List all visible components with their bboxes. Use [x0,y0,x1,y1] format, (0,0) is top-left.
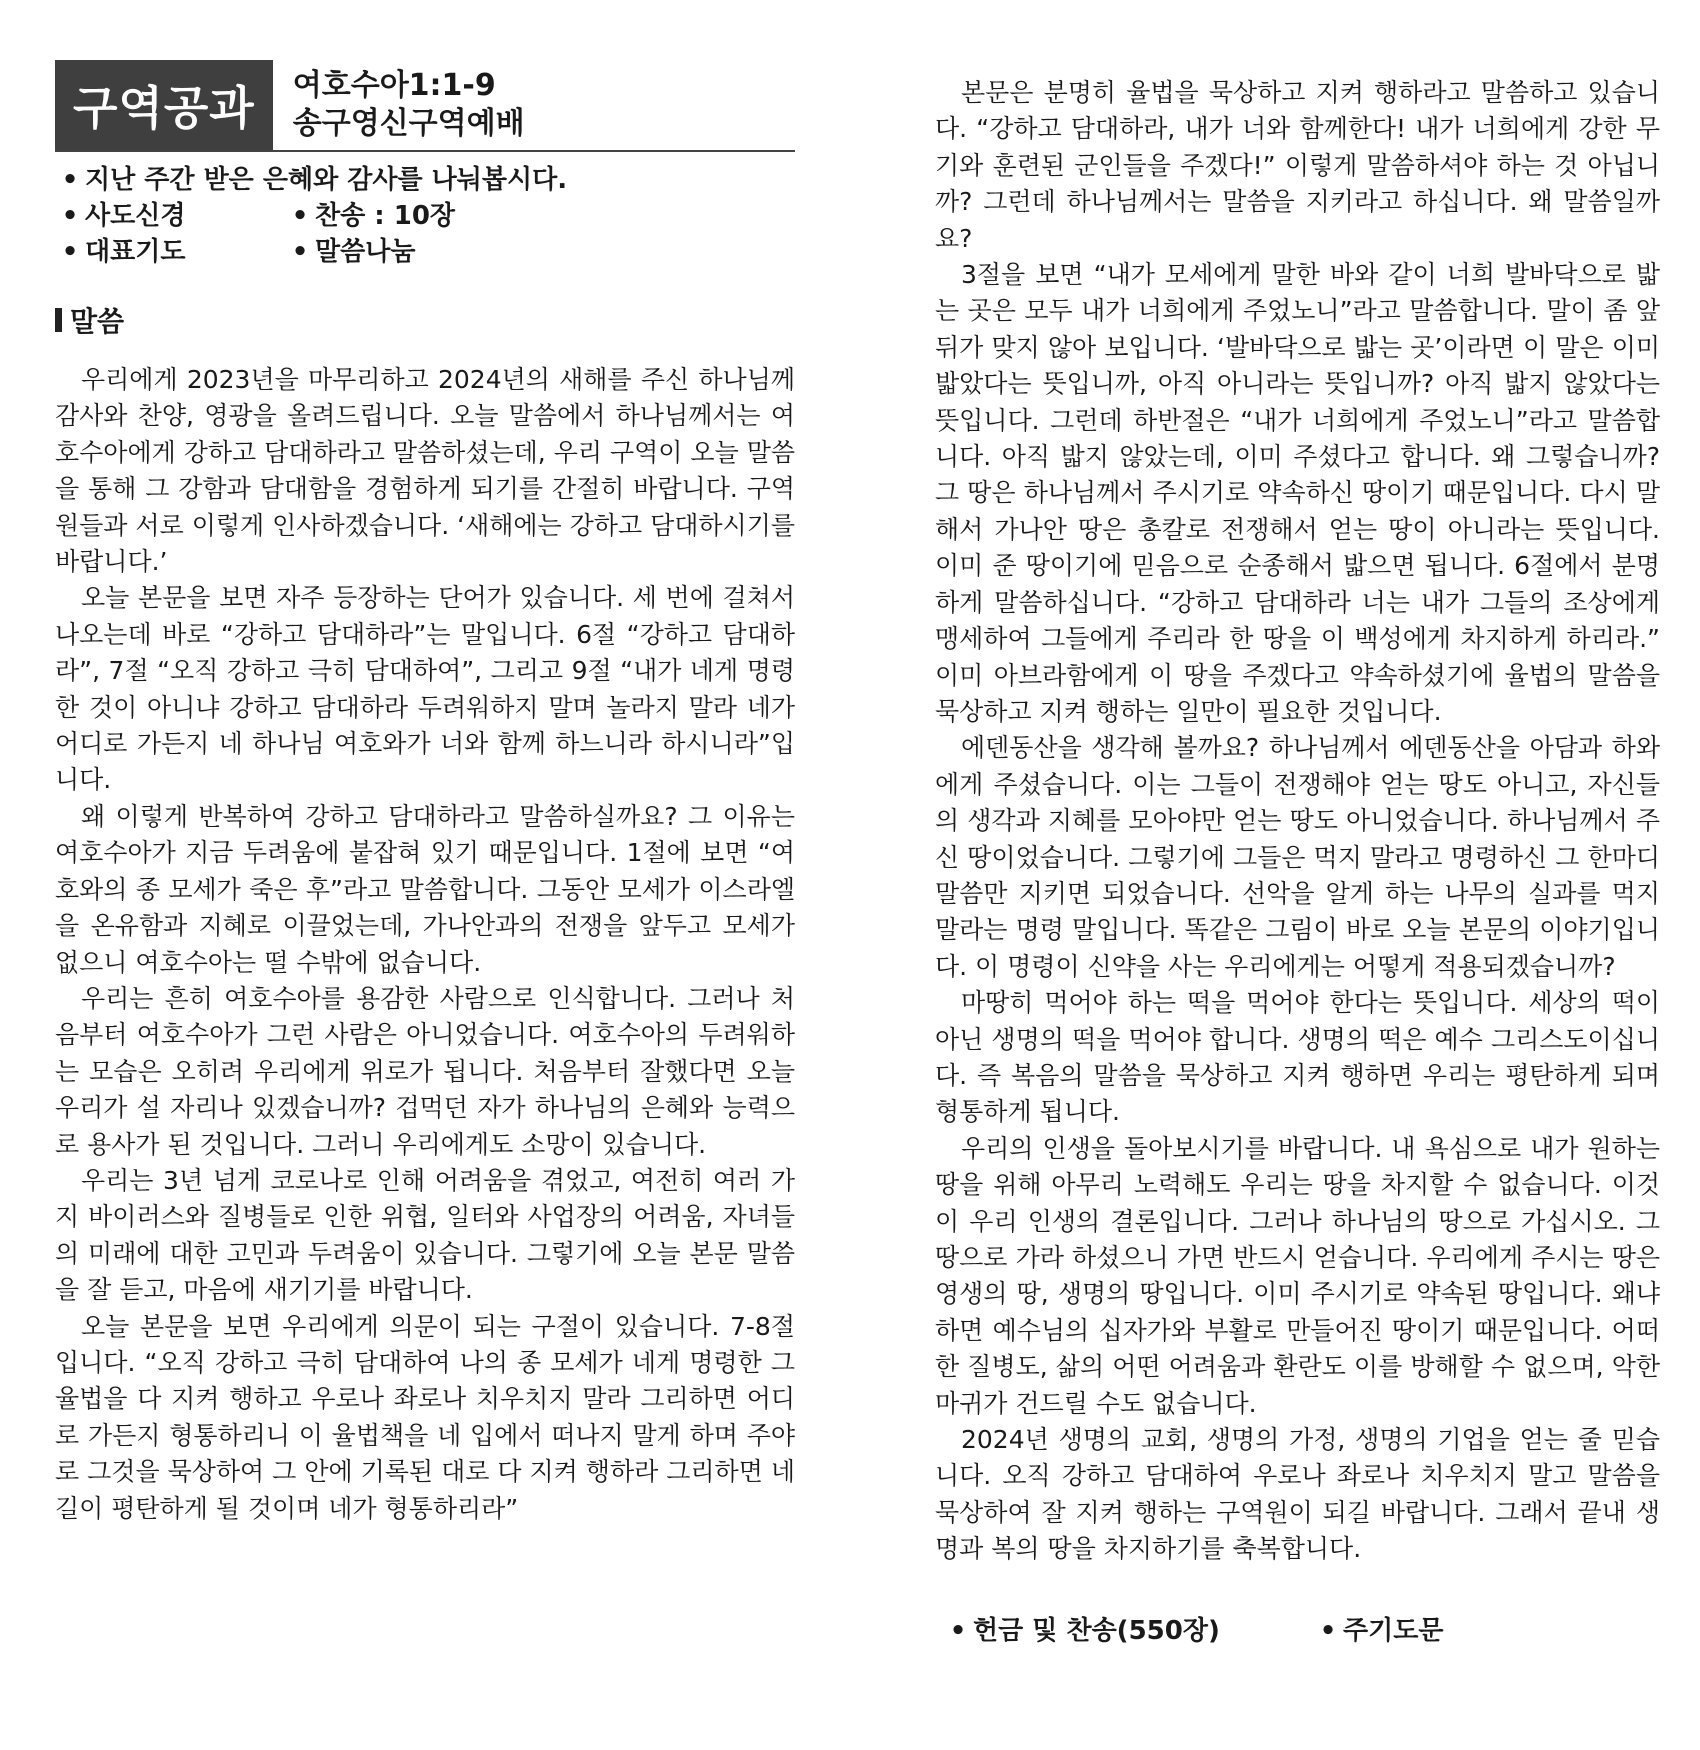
paragraph: 우리는 3년 넘게 코로나로 인해 어려움을 겪었고, 여전히 여러 가지 바이러스와 질병들로 인한 위협, 일터와 사업장의 어려움, 자녀들의 미래에 대한 고민과 두려움이 있습니다. 그렇기에 오늘 본문 말씀을 잘 듣고, 마음에 새기기를 바랍니다. [55,1165,795,1305]
order-row-3 [55,234,795,270]
header-titles [273,60,525,150]
order-row-2 [55,198,795,234]
bullet-icon: • [61,165,79,195]
worship-order [55,162,795,270]
order-intro: 지난 주간 받은 은혜와 감사를 나눠봅시다. [85,165,568,195]
order-creed: 사도신경 [85,201,186,231]
lords-prayer: 주기도문 [1343,1615,1444,1646]
bullet-icon: • [61,201,79,231]
right-column [935,75,1660,1647]
order-hymn: 찬송 : 10장 [315,201,456,231]
paragraph: 우리는 흔히 여호수아를 용감한 사람으로 인식합니다. 그러나 처음부터 여호수아가 그런 사람은 아니었습니다. 여호수아의 두려워하는 모습은 오히려 우리에게 위로가 됩니다. 처음부터 잘했다면 오늘 우리가 설 자리나 있겠습니까? 겁먹던 자가 하나님의 은혜와 능력으로 용사가 된 것입니다. 그러니 우리에게도 소망이 있습니다. [55,983,795,1159]
bullet-icon: • [949,1615,967,1646]
service-title: 송구영신구역예배 [292,106,525,141]
paragraph: 에덴동산을 생각해 볼까요? 하나님께서 에덴동산을 아담과 하와에게 주셨습니다. 이는 그들이 전쟁해야 얻는 땅도 아니고, 자신들의 생각과 지혜를 모아야만 얻는 땅도 아니었습니다. 하나님께서 주신 땅이었습니다. 그렇기에 그들은 먹지 말라고 명령하신 그 한마디 말씀만 지키면 되었습니다. 선악을 알게 하는 나무의 실과를 먹지 말라는 명령 말입니다. 똑같은 그림이 바로 오늘 본문의 이야기입니다. 이 명령이 신약을 사는 우리에게는 어떻게 적용되겠습니까? [935,733,1660,981]
offering-hymn: 헌금 및 찬송(550장) [973,1615,1220,1646]
paragraph: 왜 이렇게 반복하여 강하고 담대하라고 말씀하실까요? 그 이유는 여호수아가 지금 두려움에 붙잡혀 있기 때문입니다. 1절에 보면 “여호와의 종 모세가 죽은 후”라고 말씀합니다. 그동안 모세가 이스라엘을 온유함과 지혜로 이끌었는데, 가나안과의 전쟁을 앞두고 모세가 없으니 여호수아는 떨 수밖에 없습니다. [55,801,795,977]
closing-order [935,1610,1660,1647]
paragraph: 오늘 본문을 보면 우리에게 의문이 되는 구절이 있습니다. 7-8절입니다. “오직 강하고 극히 담대하여 나의 종 모세가 네게 명령한 그 율법을 다 지켜 행하고 우로나 좌로나 치우치지 말라 그리하면 어디로 가든지 형통하리니 이 율법책을 네 입에서 떠나지 말게 하며 주야로 그것을 묵상하여 그 안에 기록된 대로 다 지켜 행하라 그리하면 네 길이 평탄하게 될 것이며 네가 형통하리라” [55,1311,795,1523]
bullet-icon: • [291,237,309,267]
bullet-icon: • [1319,1615,1337,1646]
order-row-intro [55,162,795,198]
left-column [55,60,795,1527]
lesson-header [55,60,795,152]
sermon-right-body [935,75,1660,1568]
order-prayer: 대표기도 [85,237,186,267]
order-sharing: 말씀나눔 [315,237,416,267]
paragraph: 우리에게 2023년을 마무리하고 2024년의 새해를 주신 하나님께 감사와 찬양, 영광을 올려드립니다. 오늘 말씀에서 하나님께서는 여호수아에게 강하고 담대하라고 말씀하셨는데, 우리 구역이 오늘 말씀을 통해 그 강함과 담대함을 경험하게 되기를 간절히 바랍니다. 구역원들과 서로 이렇게 인사하겠습니다. ‘새해에는 강하고 담대하시기를 바랍니다.’ [55,365,795,577]
paragraph: 2024년 생명의 교회, 생명의 가정, 생명의 기업을 얻는 줄 믿습니다. 오직 강하고 담대하여 우로나 좌로나 치우치지 말고 말씀을 묵상하여 잘 지켜 행하는 구역원이 되길 바랍니다. 그래서 끝내 생명과 복의 땅을 차지하기를 축복합니다. [935,1425,1660,1564]
sermon-left-body [55,362,795,1527]
bullet-icon: • [61,237,79,267]
paragraph: 3절을 보면 “내가 모세에게 말한 바와 같이 너희 발바닥으로 밟는 곳은 모두 내가 너희에게 주었노니”라고 말씀합니다. 말이 좀 앞뒤가 맞지 않아 보입니다. ‘발바닥으로 밟는 곳’이라면 이 말은 이미 밟았다는 뜻입니까, 아직 아니라는 뜻입니까? 아직 밟지 않았다는 뜻입니다. 그런데 하반절은 “내가 너희에게 주었노니”라고 말씀합니다. 아직 밟지 않았는데, 이미 주셨다고 합니다. 왜 그렇습니까? 그 땅은 하나님께서 주시기로 약속하신 땅이기 때문입니다. 다시 말해서 가나안 땅은 총칼로 전쟁해서 얻는 땅이 아니라는 뜻입니다. 이미 준 땅이기에 믿음으로 순종해서 밟으면 됩니다. 6절에서 분명하게 말씀하십니다. “강하고 담대하라 너는 내가 그들의 조상에게 맹세하여 그들에게 주리라 한 땅을 이 백성에게 차지하게 하리라.” 이미 아브라함에게 이 땅을 주겠다고 약속하셨기에 율법의 말씀을 묵상하고 지켜 행하는 일만이 필요한 것입니다. [935,260,1660,726]
paragraph: 우리의 인생을 돌아보시기를 바랍니다. 내 욕심으로 내가 원하는 땅을 위해 아무리 노력해도 우리는 땅을 차지할 수 없습니다. 이것이 우리 인생의 결론입니다. 그러나 하나님의 땅으로 가십시오. 그 땅으로 가라 하셨으니 가면 반드시 얻습니다. 우리에게 주시는 땅은 영생의 땅, 생명의 땅입니다. 이미 주시기로 약속된 땅입니다. 왜냐하면 예수님의 십자가와 부활로 만들어진 땅이기 때문입니다. 어떠한 질병도, 삶의 어떤 어려움과 환란도 이를 방해할 수 없으며, 악한 마귀가 건드릴 수도 없습니다. [935,1133,1660,1418]
bullet-icon: • [291,201,309,231]
lesson-badge: 구역공과 [55,60,273,150]
scripture-reference: 여호수아1:1-9 [292,68,496,103]
section-heading [55,300,795,340]
section-title: 말씀 [70,305,125,338]
paragraph: 본문은 분명히 율법을 묵상하고 지켜 행하라고 말씀하고 있습니다. “강하고 담대하라, 내가 너와 함께한다! 내가 너희에게 강한 무기와 훈련된 군인들을 주겠다!” 이렇게 말씀하셔야 하는 것 아닙니까? 그런데 하나님께서는 말씀을 지키라고 하십니다. 왜 말씀일까요? [935,78,1660,253]
paragraph: 오늘 본문을 보면 자주 등장하는 단어가 있습니다. 세 번에 걸쳐서 나오는데 바로 “강하고 담대하라”는 말입니다. 6절 “강하고 담대하라”, 7절 “오직 강하고 극히 담대하여”, 그리고 9절 “내가 네게 명령한 것이 아니냐 강하고 담대하라 두려워하지 말며 놀라지 말라 네가 어디로 가든지 네 하나님 여호와가 너와 함께 하느니라 하시니라”입니다. [55,583,795,795]
section-marker-icon [55,308,62,332]
paragraph: 마땅히 먹어야 하는 떡을 먹어야 한다는 뜻입니다. 세상의 떡이 아닌 생명의 떡을 먹어야 합니다. 생명의 떡은 예수 그리스도이십니다. 즉 복음의 말씀을 묵상하고 지켜 행하면 우리는 평탄하게 되며 형통하게 됩니다. [935,988,1660,1127]
